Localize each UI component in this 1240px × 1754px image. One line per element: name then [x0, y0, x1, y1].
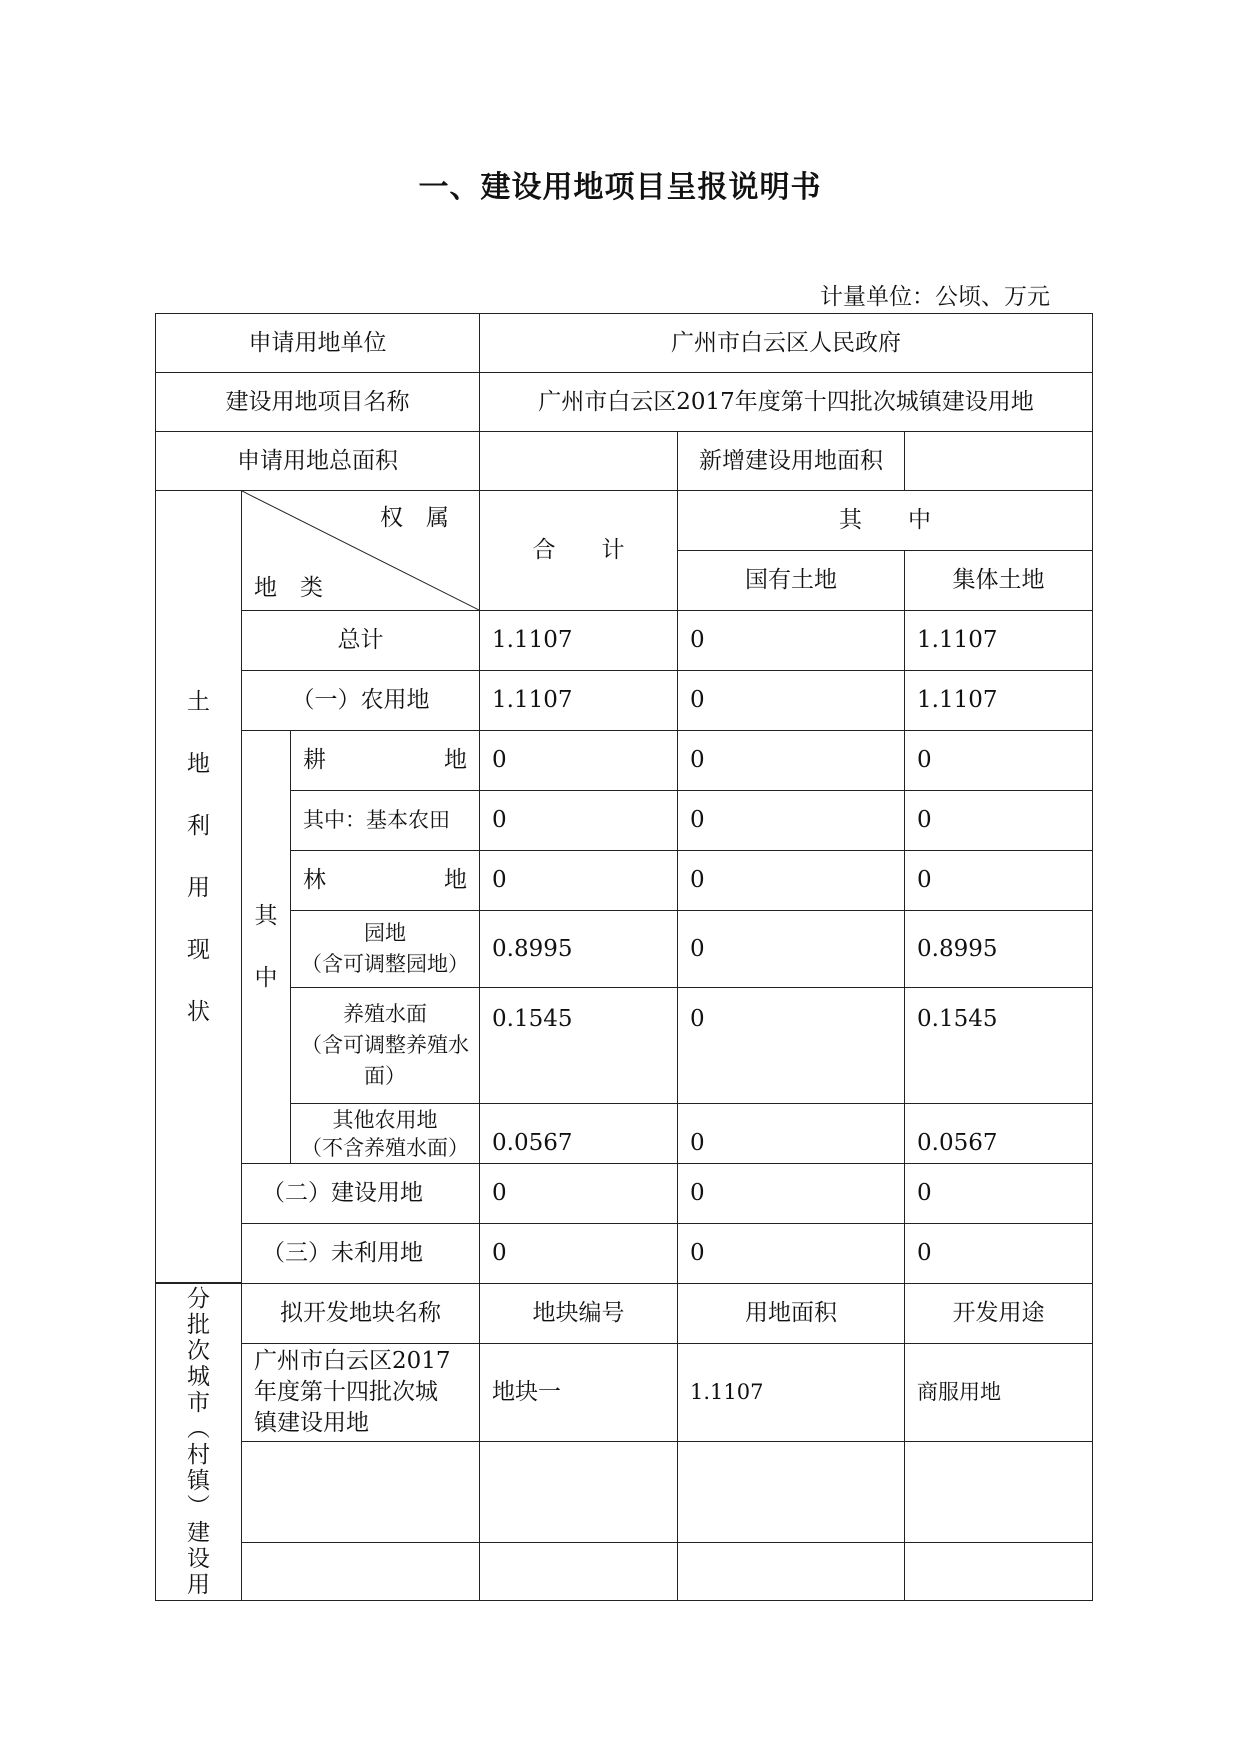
row-name-basic-farmland: 其中：基本农田: [290, 790, 480, 851]
cell-collective: 0: [904, 790, 1093, 851]
header-state-land: 国有土地: [677, 550, 905, 611]
total-area-label: 申请用地总面积: [155, 431, 480, 491]
cell-collective: 1.1107: [904, 670, 1093, 731]
land-use-section-label: 土 地 利 用 现 状: [155, 490, 242, 1283]
new-area-label: 新增建设用地面积: [677, 431, 905, 491]
row-name-construction: （二）建设用地: [241, 1163, 480, 1224]
row-name-aquaculture: 养殖水面 （含可调整养殖水 面）: [290, 987, 480, 1104]
cell-state: 0: [677, 987, 905, 1104]
project-name-value: 广州市白云区2017年度第十四批次城镇建设用地: [479, 372, 1093, 432]
cell-collective: 1.1107: [904, 610, 1093, 671]
cell-collective: 0: [904, 1163, 1093, 1224]
header-total: 合 计: [479, 490, 678, 611]
parcel-header-area: 用地面积: [677, 1283, 905, 1344]
parcel-use: 商服用地: [904, 1343, 1093, 1442]
cell-total: 0.1545: [479, 987, 678, 1104]
total-area-value: [479, 431, 678, 491]
cell-state: 0: [677, 730, 905, 791]
row-name-other-agricultural: 其他农用地 （不含养殖水面）: [290, 1103, 480, 1164]
cell-total: 0: [479, 1223, 678, 1284]
header-collective-land: 集体土地: [904, 550, 1093, 611]
cell-collective: 0.0567: [904, 1103, 1093, 1164]
cell-state: 0: [677, 910, 905, 988]
parcel-name: [241, 1542, 480, 1601]
row-name-cultivated: 耕 地: [290, 730, 480, 791]
applicant-value: 广州市白云区人民政府: [479, 313, 1093, 373]
cell-total: 0: [479, 730, 678, 791]
cell-collective: 0.1545: [904, 987, 1093, 1104]
parcel-header-name: 拟开发地块名称: [241, 1283, 480, 1344]
page-title: 一、建设用地项目呈报说明书: [418, 170, 822, 205]
parcels-section-label: 分 批 次 城 市 ︵ 村 镇 ︶ 建 设 用: [155, 1283, 242, 1601]
parcel-name: 广州市白云区2017 年度第十四批次城 镇建设用地: [241, 1343, 480, 1442]
cell-collective: 0: [904, 850, 1093, 911]
cell-state: 0: [677, 670, 905, 731]
cell-state: 0: [677, 850, 905, 911]
applicant-label: 申请用地单位: [155, 313, 480, 373]
new-area-value: [904, 431, 1093, 491]
cell-state: 0: [677, 1103, 905, 1164]
project-name-label: 建设用地项目名称: [155, 372, 480, 432]
cell-collective: 0: [904, 1223, 1093, 1284]
cell-state: 0: [677, 1223, 905, 1284]
of-which-sub-label: 其 中: [241, 730, 291, 1164]
row-name-total: 总计: [241, 610, 480, 671]
cell-total: 0: [479, 1163, 678, 1224]
cell-state: 0: [677, 1163, 905, 1224]
ownership-label: 权 属: [380, 505, 449, 531]
cell-total: 0.8995: [479, 910, 678, 988]
parcel-code: 地块一: [479, 1343, 678, 1442]
parcel-area: [677, 1441, 905, 1543]
row-name-garden: 园地 （含可调整园地）: [290, 910, 480, 988]
parcel-code: [479, 1542, 678, 1601]
cell-total: 0.0567: [479, 1103, 678, 1164]
parcel-header-use: 开发用途: [904, 1283, 1093, 1344]
ownership-category-header: [241, 490, 480, 611]
row-name-forest: 林 地: [290, 850, 480, 911]
cell-total: 1.1107: [479, 670, 678, 731]
row-name-agricultural: （一）农用地: [241, 670, 480, 731]
cell-state: 0: [677, 790, 905, 851]
category-label: 地 类: [254, 575, 323, 601]
cell-collective: 0: [904, 730, 1093, 791]
unit-label: 计量单位：公顷、万元: [820, 284, 1050, 310]
cell-total: 0: [479, 850, 678, 911]
cell-total: 1.1107: [479, 610, 678, 671]
parcel-header-code: 地块编号: [479, 1283, 678, 1344]
parcel-use: [904, 1441, 1093, 1543]
row-name-unused: （三）未利用地: [241, 1223, 480, 1284]
parcel-area: 1.1107: [677, 1343, 905, 1442]
parcel-name: [241, 1441, 480, 1543]
parcel-area: [677, 1542, 905, 1601]
cell-state: 0: [677, 610, 905, 671]
cell-total: 0: [479, 790, 678, 851]
cell-collective: 0.8995: [904, 910, 1093, 988]
header-of-which: 其 中: [677, 490, 1093, 551]
parcel-use: [904, 1542, 1093, 1601]
parcel-code: [479, 1441, 678, 1543]
